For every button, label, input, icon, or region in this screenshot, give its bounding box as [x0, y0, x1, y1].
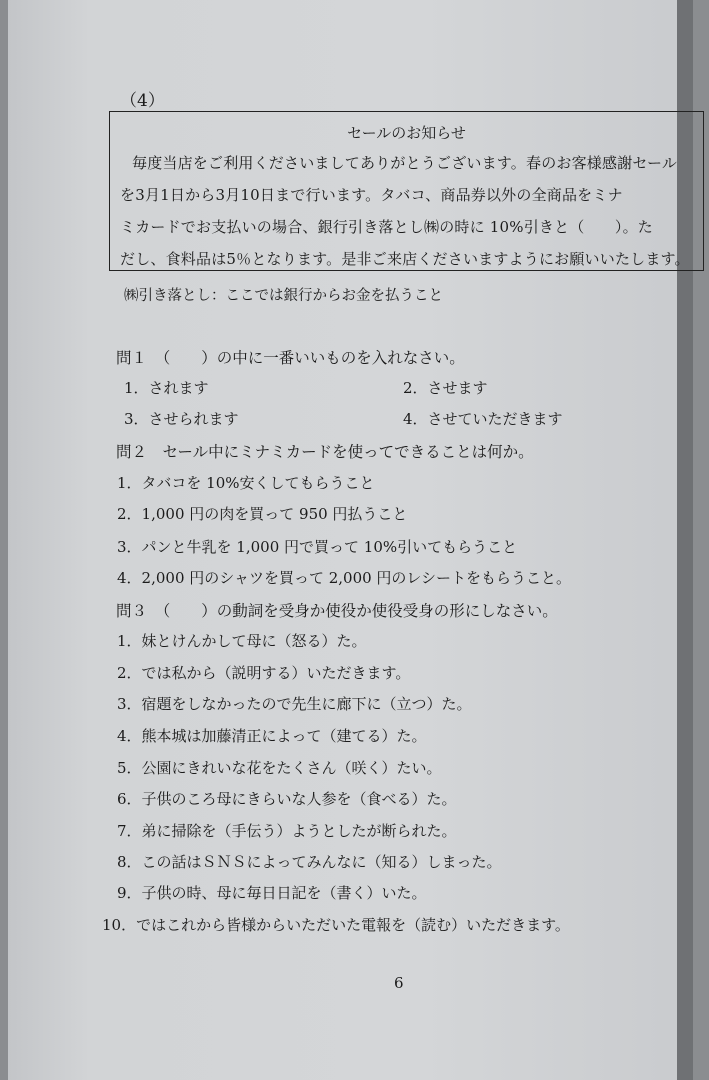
- q2-item-2: 2．1,000 円の肉を買って 950 円払うこと: [117, 505, 408, 523]
- q2-item-3: 3．パンと牛乳を 1,000 円で買って 10%引いてもらうこと: [117, 538, 518, 556]
- q2-item-1: 1．タバコを 10%安くしてもらうこと: [117, 474, 375, 492]
- q3-item-10: 10．ではこれから皆様からいただいた電報を（読む）いただきます。: [102, 916, 570, 934]
- q1-heading: 問１ （ ）の中に一番いいものを入れなさい。: [116, 349, 465, 367]
- page-number: 6: [394, 974, 404, 992]
- notice-line-2: を3月1日から3月10日まで行います。タバコ、商品券以外の全商品をミナ: [120, 186, 623, 204]
- page-sheet: [8, 0, 693, 1080]
- notice-title: セールのお知らせ: [347, 124, 466, 142]
- q2-item-4: 4．2,000 円のシャツを買って 2,000 円のレシートをもらうこと。: [117, 569, 572, 587]
- sale-notice-box: [109, 111, 704, 271]
- q3-item-2: 2．では私から（説明する）いただきます。: [117, 664, 411, 682]
- q1-option-3: 3．させられます: [124, 410, 239, 428]
- q3-item-6: 6．子供のころ母にきらいな人参を（食べる）た。: [117, 790, 457, 808]
- footnote: ㈱引き落とし：ここでは銀行からお金を払うこと: [124, 288, 443, 304]
- q3-heading: 問３ （ ）の動詞を受身か使役か使役受身の形にしなさい。: [116, 602, 558, 620]
- q3-item-8: 8．この話はＳＮＳによってみんなに（知る）しまった。: [117, 853, 502, 871]
- q3-item-4: 4．熊本城は加藤清正によって（建てる）た。: [117, 727, 427, 745]
- q3-item-5: 5．公園にきれいな花をたくさん（咲く）たい。: [117, 759, 442, 777]
- section-number: （4）: [120, 91, 165, 111]
- q3-item-1: 1．妹とけんかして母に（怒る）た。: [117, 632, 367, 650]
- q3-item-3: 3．宿題をしなかったので先生に廊下に（立つ）た。: [117, 695, 472, 713]
- q1-option-1: 1．されます: [124, 379, 209, 397]
- notice-line-4: だし、食料品は5％となります。是非ご来店くださいますようにお願いいたします。: [120, 250, 690, 268]
- q2-heading: 問２ セール中にミナミカードを使ってできることは何か。: [116, 443, 534, 461]
- q1-option-2: 2．させます: [403, 379, 488, 397]
- q3-item-9: 9．子供の時、母に毎日日記を（書く）いた。: [117, 884, 427, 902]
- notice-line-1: 毎度当店をご利用くださいましてありがとうございます。春のお客様感謝セール: [132, 154, 678, 172]
- q3-item-7: 7．弟に掃除を（手伝う）ようとしたが断られた。: [117, 822, 457, 840]
- notice-line-3: ミカードでお支払いの場合、銀行引き落とし㈱の時に 10%引きと（ ）。た: [120, 218, 654, 236]
- q1-option-4: 4．させていただきます: [403, 410, 563, 428]
